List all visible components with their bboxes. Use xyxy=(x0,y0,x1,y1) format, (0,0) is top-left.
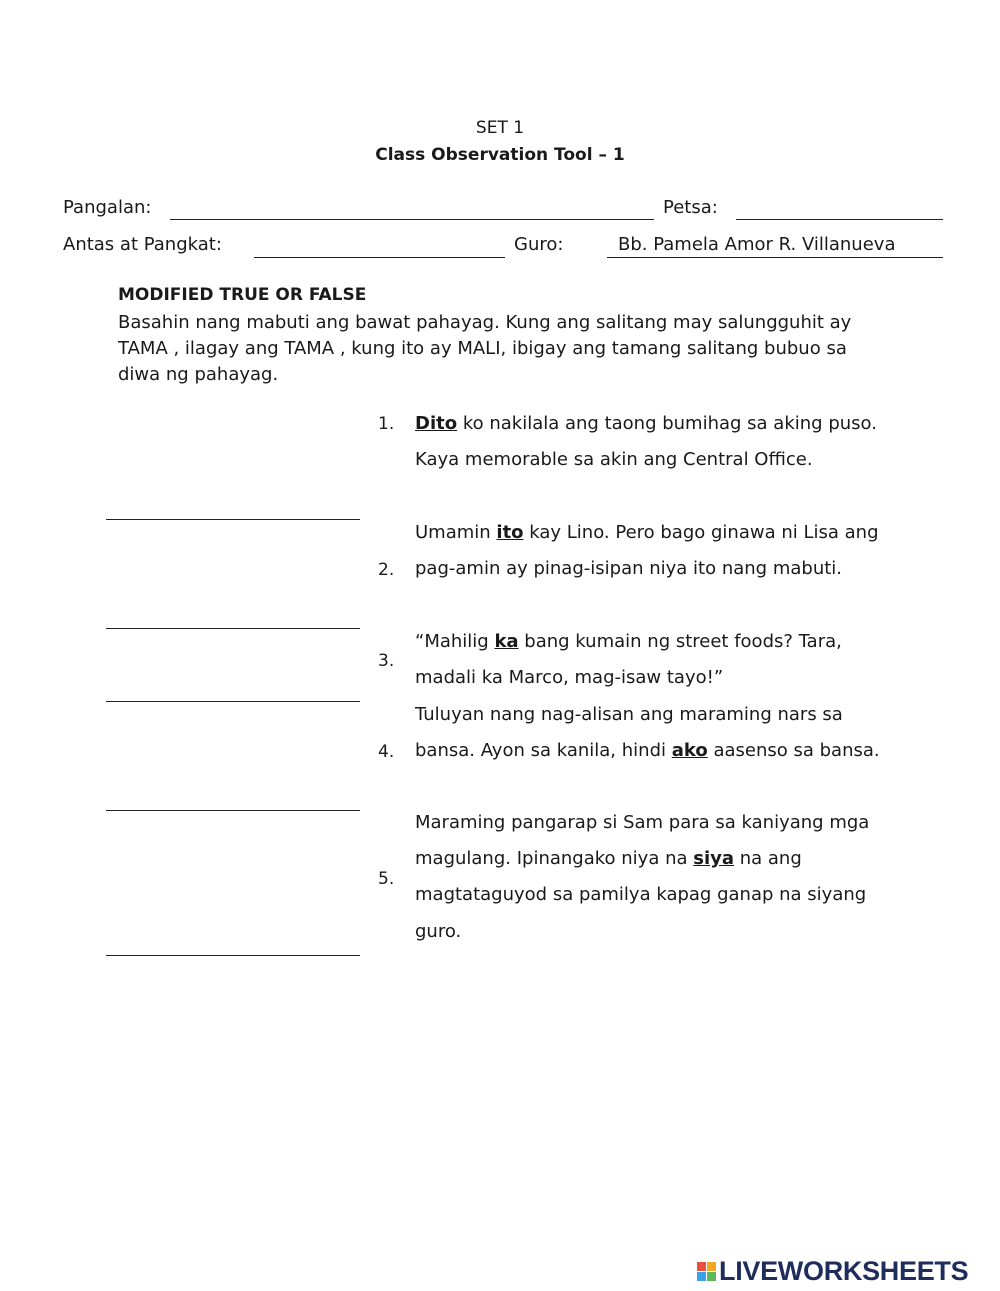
underlined-keyword: Dito xyxy=(415,413,458,434)
question-number: 3. xyxy=(378,651,395,671)
question-text: Dito ko nakilala ang taong bumihag sa aking puso. Kaya memorable sa akin ang Central Office. xyxy=(415,413,877,471)
name-label: Pangalan: xyxy=(63,197,152,218)
liveworksheets-logo xyxy=(697,1254,968,1288)
teacher-label: Guro: xyxy=(514,234,564,255)
answer-field-4[interactable] xyxy=(106,810,360,811)
date-field[interactable] xyxy=(736,219,943,220)
logo-block xyxy=(707,1272,716,1281)
answer-field-2[interactable] xyxy=(106,628,360,629)
grade-section-field[interactable] xyxy=(254,257,505,258)
name-field[interactable] xyxy=(170,219,654,220)
underlined-keyword: siya xyxy=(693,848,735,870)
underlined-keyword: ka xyxy=(494,631,519,652)
answer-field-3[interactable] xyxy=(106,701,360,702)
question-text: Umamin ito kay Lino. Pero bago ginawa ni Lisa ang pag-amin ay pinag-isipan niya ito nang mabuti. xyxy=(415,522,879,580)
underlined-keyword: ako xyxy=(671,740,708,762)
logo-text: LIVEWORKSHEETS xyxy=(719,1255,969,1286)
set-label: SET 1 xyxy=(475,118,525,138)
section-title: MODIFIED TRUE OR FALSE xyxy=(118,285,367,305)
page-title: Class Observation Tool – 1 xyxy=(375,145,625,165)
question-number: 4. xyxy=(378,742,395,762)
logo-block xyxy=(707,1262,716,1271)
liveworksheets-blocks-icon xyxy=(697,1262,716,1281)
question-number: 5. xyxy=(378,869,395,889)
question-text: Tuluyan nang nag-alisan ang maraming nars sa bansa. Ayon sa kanila, hindi ako aasenso sa bansa. xyxy=(415,704,880,762)
logo-block xyxy=(697,1262,706,1271)
teacher-value: Bb. Pamela Amor R. Villanueva xyxy=(618,234,896,255)
question-number: 1. xyxy=(378,414,395,434)
answer-field-5[interactable] xyxy=(106,955,360,956)
question-text: “Mahilig ka bang kumain ng street foods? Tara, madali ka Marco, mag-isaw tayo!” xyxy=(415,631,842,689)
grade-section-label: Antas at Pangkat: xyxy=(63,234,222,255)
answer-field-1[interactable] xyxy=(106,519,360,520)
question-number: 2. xyxy=(378,560,395,580)
teacher-field-line xyxy=(607,257,943,258)
logo-block xyxy=(697,1272,706,1281)
date-label: Petsa: xyxy=(663,197,718,218)
instructions: Basahin nang mabuti ang bawat pahayag. Kung ang salitang may salungguhit ay TAMA , ilagay ang TAMA , kung ito ay MALI, ibigay ang tamang salitang bubuo sa diwa ng pahayag. xyxy=(118,312,852,385)
underlined-keyword: ito xyxy=(496,522,524,543)
question-text: Maraming pangarap si Sam para sa kaniyang mga magulang. Ipinangako niya na siya na ang magtataguyod sa pamilya kapag ganap na siyang guro. xyxy=(415,812,870,942)
